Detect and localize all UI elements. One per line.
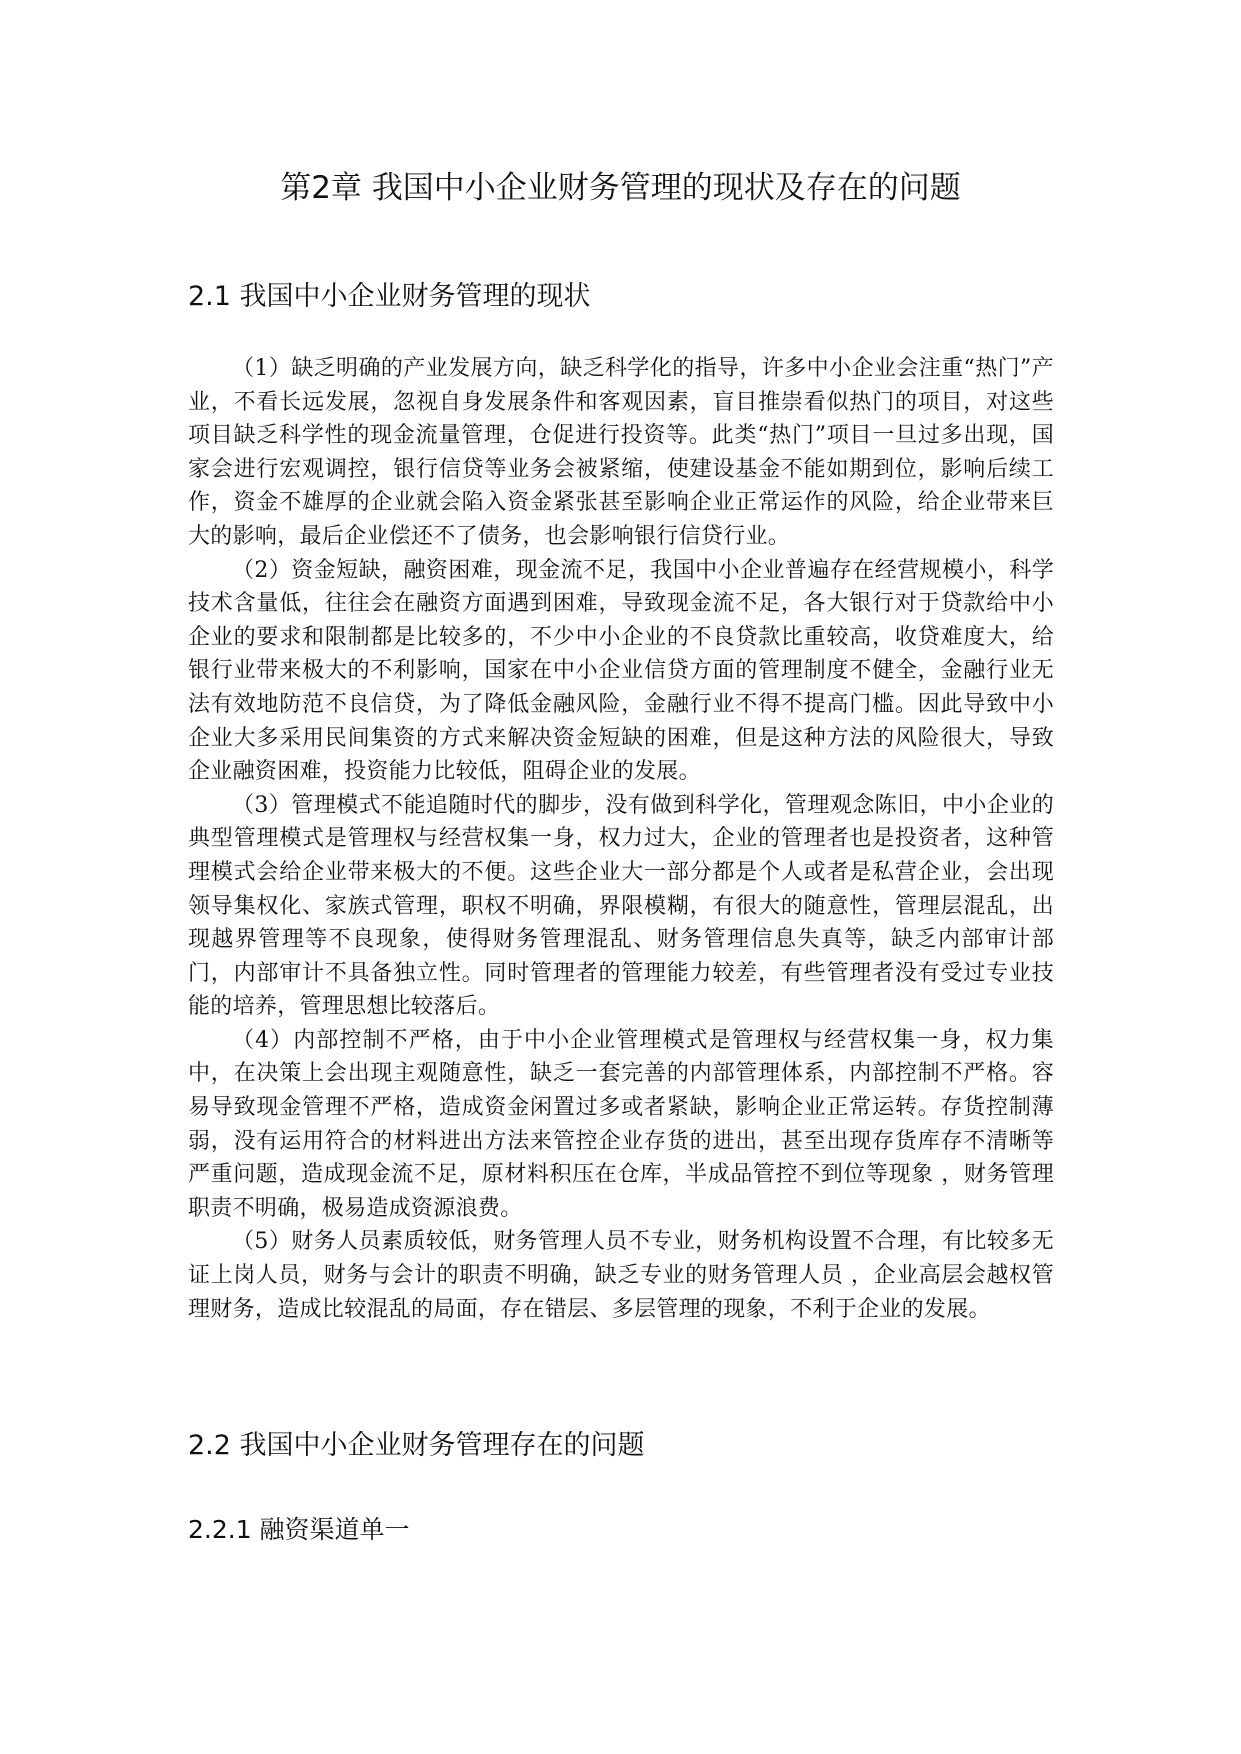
section-heading-2-1: 2.1 我国中小企业财务管理的现状 bbox=[188, 281, 591, 312]
paragraph-1: （1）缺乏明确的产业发展方向，缺乏科学化的指导，许多中小企业会注重“热门”产业，不看长远发展，忽视自身发展条件和客观因素，盲目推崇看似热门的项目，对这些项目缺乏科学性的现金流量管理，仓促进行投资等。此类“热门”项目一旦过多出现，国家会进行宏观调控，银行信贷等业务会被紧缩，使建设基金不能如期到位，影响后续工作，资金不雄厚的企业就会陷入资金紧张甚至影响企业正常运作的风险，给企业带来巨大的影响，最后企业偿还不了债务，也会影响银行信贷行业。 bbox=[188, 356, 1054, 549]
chapter-title: 第2章 我国中小企业财务管理的现状及存在的问题 bbox=[280, 170, 961, 206]
section-2-1-body bbox=[188, 352, 1054, 1326]
paragraph-5: （5）财务人员素质较低，财务管理人员不专业，财务机构设置不合理，有比较多无证上岗人员，财务与会计的职责不明确，缺乏专业的财务管理人员 ，企业高层会越权管理财务，造成比较混乱的局面，存在错层、多层管理的现象，不利于企业的发展。 bbox=[188, 1229, 1054, 1322]
paragraph-3: （3）管理模式不能追随时代的脚步，没有做到科学化，管理观念陈旧，中小企业的典型管理模式是管理权与经营权集一身，权力过大，企业的管理者也是投资者，这种管理模式会给企业带来极大的不便。这些企业大一部分都是个人或者是私营企业，会出现领导集权化、家族式管理，职权不明确，界限模糊，有很大的随意性，管理层混乱，出现越界管理等不良现象，使得财务管理混乱、财务管理信息失真等，缺乏内部审计部门，内部审计不具备独立性。同时管理者的管理能力较差，有些管理者没有受过专业技能的培养，管理思想比较落后。 bbox=[188, 792, 1054, 1020]
subsection-heading-2-2-1: 2.2.1 融资渠道单一 bbox=[188, 1515, 410, 1544]
section-heading-2-2: 2.2 我国中小企业财务管理存在的问题 bbox=[188, 1430, 645, 1461]
paragraph-4: （4）内部控制不严格，由于中小企业管理模式是管理权与经营权集一身，权力集中，在决策上会出现主观随意性，缺乏一套完善的内部管理体系，内部控制不严格。容易导致现金管理不严格，造成资金闲置过多或者紧缺，影响企业正常运转。存货控制薄弱，没有运用符合的材料进出方法来管控企业存货的进出，甚至出现存货库存不清晰等严重问题，造成现金流不足，原材料积压在仓库，半成品管控不到位等现象 ，财务管理职责不明确，极易造成资源浪费。 bbox=[188, 1027, 1054, 1221]
paragraph-2: （2）资金短缺，融资困难，现金流不足，我国中小企业普遍存在经营规模小，科学技术含量低，往往会在融资方面遇到困难，导致现金流不足，各大银行对于贷款给中小企业的要求和限制都是比较多的，不少中小企业的不良贷款比重较高，收贷难度大，给银行业带来极大的不利影响，国家在中小企业信贷方面的管理制度不健全，金融行业无法有效地防范不良信贷，为了降低金融风险，金融行业不得不提高门槛。因此导致中小企业大多采用民间集资的方式来解决资金短缺的困难，但是这种方法的风险很大，导致企业融资困难，投资能力比较低，阻碍企业的发展。 bbox=[188, 557, 1054, 785]
